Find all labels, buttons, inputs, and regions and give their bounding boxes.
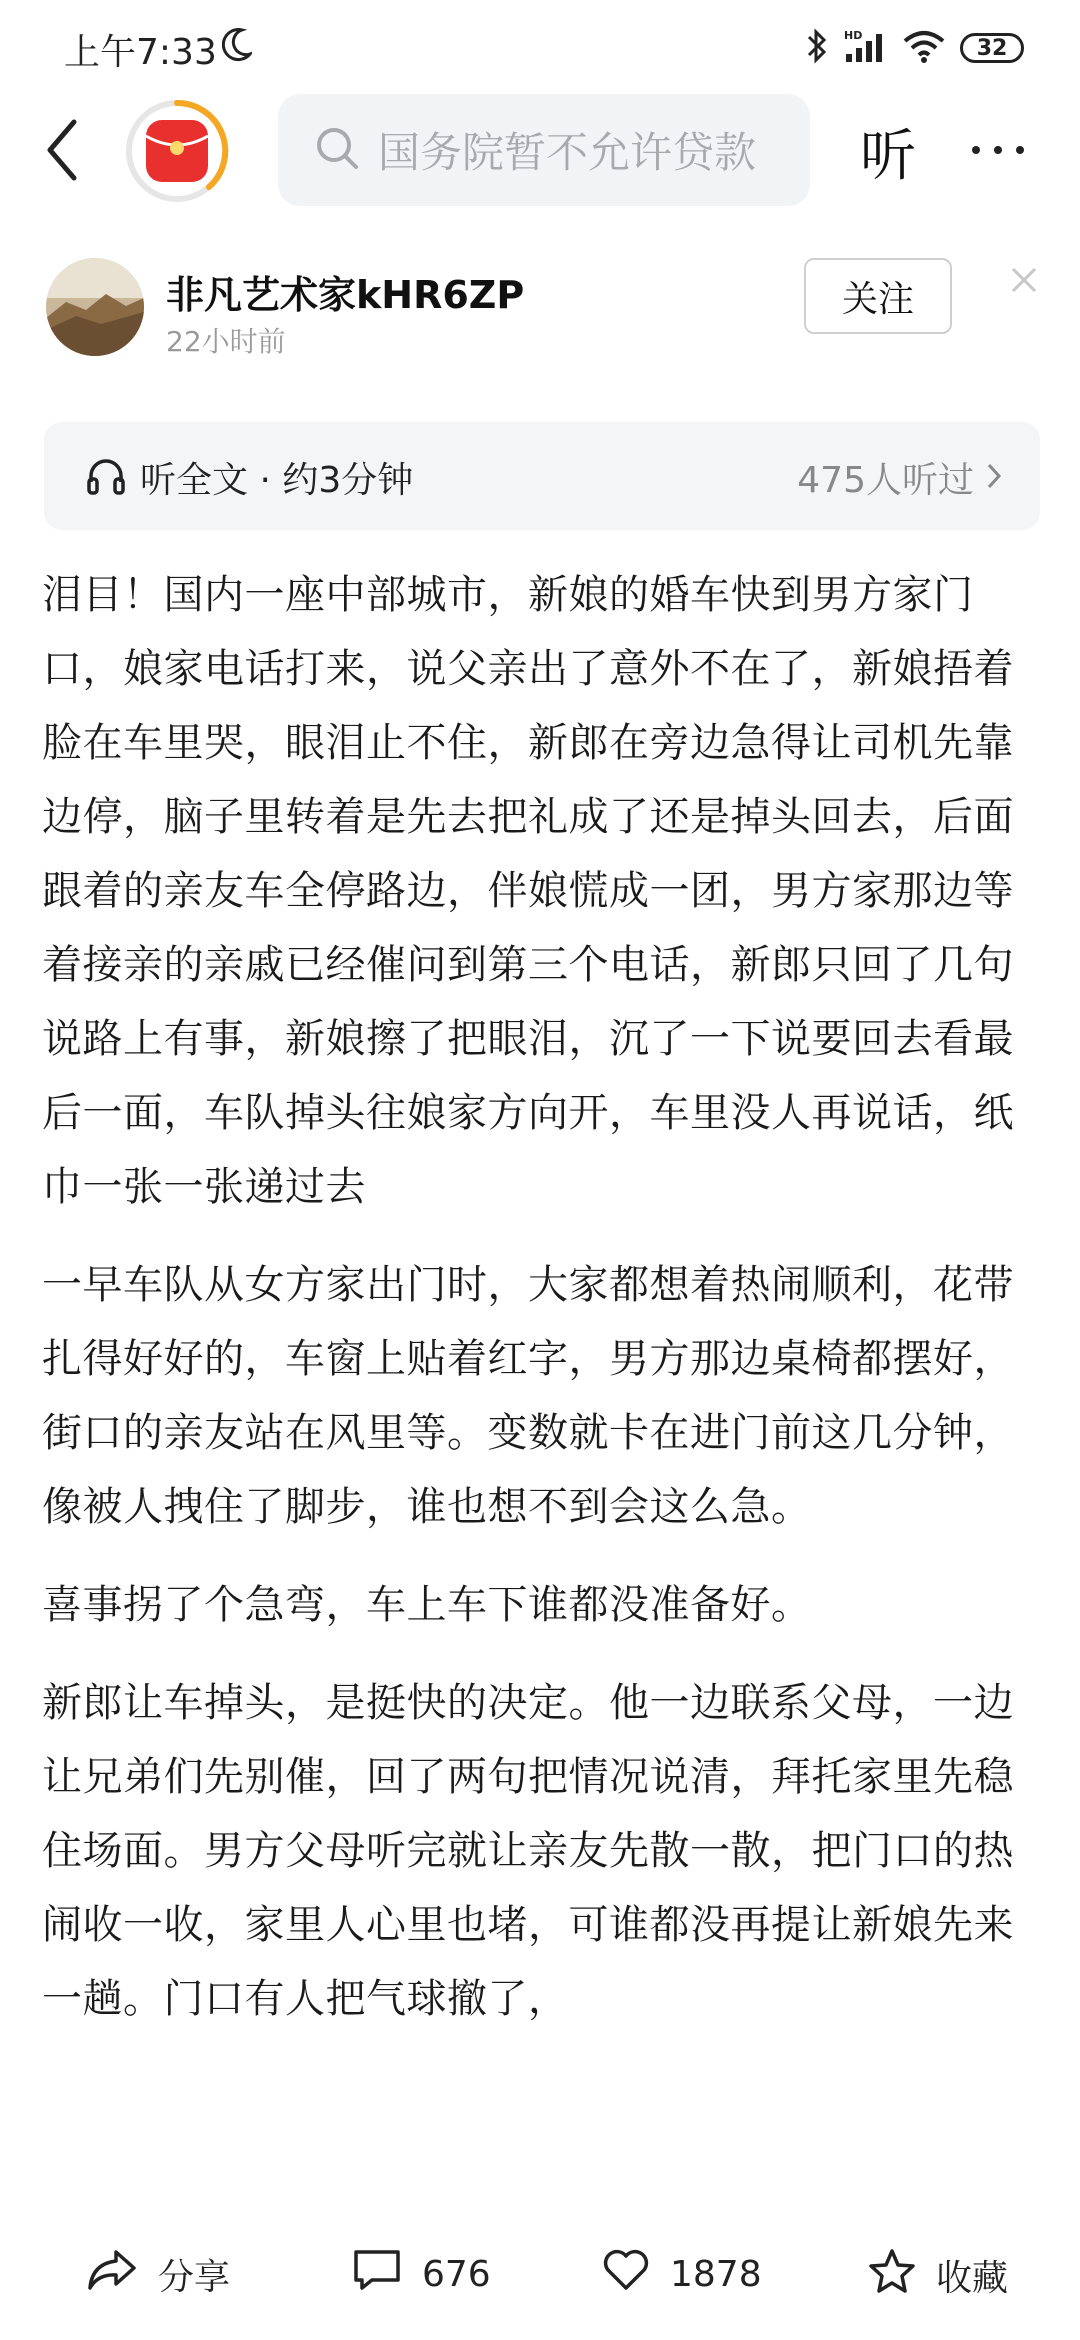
status-time: 上午7:33 xyxy=(64,32,217,73)
author-avatar[interactable] xyxy=(46,258,144,356)
battery-icon: 32 xyxy=(960,33,1024,63)
search-bar[interactable] xyxy=(278,94,810,206)
like-count: 1878 xyxy=(670,2254,762,2295)
share-icon xyxy=(86,2248,138,2301)
comment-icon xyxy=(352,2248,402,2301)
listen-count: 475人听过 xyxy=(797,460,974,501)
comment-count: 676 xyxy=(422,2254,491,2295)
moon-icon xyxy=(222,28,252,66)
status-bar xyxy=(0,0,1080,90)
red-packet-icon[interactable] xyxy=(122,96,232,206)
heart-icon xyxy=(602,2248,650,2301)
more-icon[interactable] xyxy=(972,146,1024,154)
svg-text:HD: HD xyxy=(844,29,863,42)
search-input[interactable]: 国务院暂不允许贷款 xyxy=(378,128,757,177)
article-body xyxy=(42,558,1042,2060)
share-button[interactable] xyxy=(86,2248,230,2301)
listen-button[interactable]: 听 xyxy=(860,124,916,189)
bluetooth-icon xyxy=(806,28,828,68)
comment-button[interactable] xyxy=(352,2248,491,2301)
search-icon xyxy=(314,125,360,175)
follow-button[interactable]: 关注 xyxy=(804,258,952,334)
close-icon[interactable] xyxy=(1010,266,1038,298)
article-paragraph: 一早车队从女方家出门时，大家都想着热闹顺利，花带扎得好好的，车窗上贴着红字，男方那边桌椅都摆好，街口的亲友站在风里等。变数就卡在进门前这几分钟，像被人拽住了脚步，谁也想不到会这么急。 xyxy=(42,1262,1014,1530)
status-icons xyxy=(806,26,1024,70)
back-icon[interactable] xyxy=(44,118,80,186)
bottom-action-bar xyxy=(0,2220,1080,2340)
article-paragraph: 新郎让车掉头，是挺快的决定。他一边联系父母，一边让兄弟们先别催，回了两句把情况说清，拜托家里先稳住场面。男方父母听完就让亲友先散一散，把门口的热闹收一收，家里人心里也堵，可谁都没再提让新娘先来一趟。门口有人把气球撤了， xyxy=(42,1680,1014,2022)
author-row xyxy=(0,258,1080,378)
like-button[interactable] xyxy=(602,2248,762,2301)
post-time: 22小时前 xyxy=(166,325,286,358)
favorite-label: 收藏 xyxy=(936,2258,1009,2299)
listen-full-text-bar[interactable] xyxy=(44,422,1040,530)
article-paragraph: 喜事拐了个急弯，车上车下谁都没准备好。 xyxy=(42,1582,812,1628)
wifi-icon xyxy=(902,29,946,67)
star-icon xyxy=(868,2248,916,2303)
share-label: 分享 xyxy=(158,2257,231,2298)
listen-full-text-label: 听全文 · 约3分钟 xyxy=(140,460,414,501)
favorite-button[interactable] xyxy=(868,2248,1008,2303)
top-nav xyxy=(0,90,1080,210)
article-paragraph: 泪目！国内一座中部城市，新娘的婚车快到男方家门口，娘家电话打来，说父亲出了意外不在了，新娘捂着脸在车里哭，眼泪止不住，新郎在旁边急得让司机先靠边停，脑子里转着是先去把礼成了还是掉头回去，后面跟着的亲友车全停路边，伴娘慌成一团，男方家那边等着接亲的亲戚已经催问到第三个电话，新郎只回了几句说路上有事，新娘擦了把眼泪，沉了一下说要回去看最后一面，车队掉头往娘家方向开，车里没人再说话，纸巾一张一张递过去 xyxy=(42,572,1014,1210)
headphones-icon xyxy=(86,456,126,500)
author-name[interactable]: 非凡艺术家kHR6ZP xyxy=(166,273,525,317)
hd-signal-icon xyxy=(842,28,888,68)
chevron-right-icon xyxy=(986,462,1002,494)
